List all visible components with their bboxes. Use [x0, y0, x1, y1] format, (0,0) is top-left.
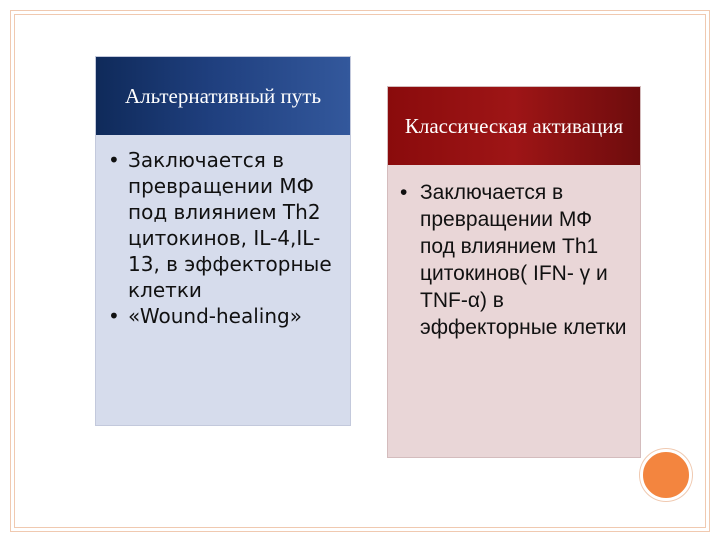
alternative-pathway-card — [95, 56, 351, 426]
classical-activation-card — [387, 86, 641, 458]
classical-activation-header: Классическая активация — [388, 87, 640, 165]
list-item-text: «Wound-healing» — [128, 304, 302, 328]
list-item — [96, 147, 350, 303]
bullet-icon: • — [400, 181, 408, 204]
alternative-pathway-list — [96, 147, 350, 329]
list-item — [388, 179, 640, 341]
bullet-icon: • — [108, 304, 120, 328]
bullet-icon: • — [108, 148, 120, 172]
list-item — [96, 303, 350, 329]
list-item-text: Заключается в превращении МФ под влиянием Th1 цитокинов( IFN- γ и TNF-α) в эффекторные клетки — [420, 181, 627, 339]
classical-activation-list — [388, 179, 640, 341]
decorative-circle-icon — [640, 449, 692, 501]
alternative-pathway-header: Альтернативный путь — [96, 57, 350, 135]
list-item-text: Заключается в превращении МФ под влиянием Th2 цитокинов, IL-4,IL-13, в эффекторные клетки — [128, 148, 332, 302]
